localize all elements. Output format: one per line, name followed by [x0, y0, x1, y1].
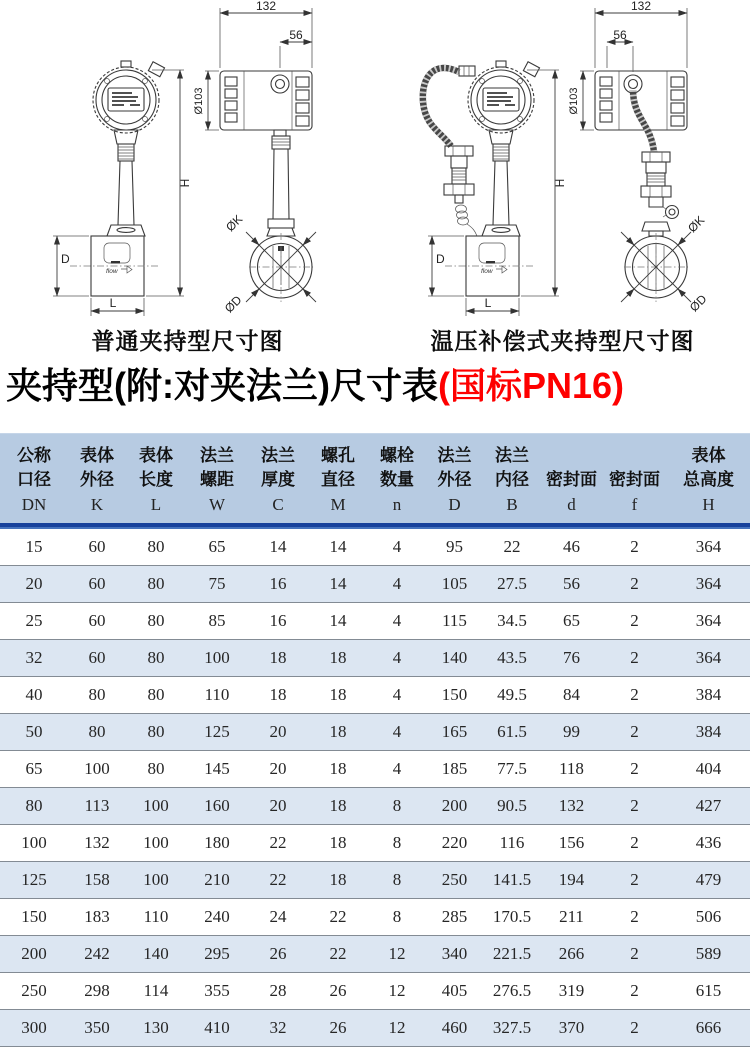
dim-gland-offset: 56	[289, 28, 303, 42]
col-header-line2: 长度	[139, 470, 173, 489]
table-cell: 194	[541, 862, 602, 899]
table-cell: 84	[541, 677, 602, 714]
table-row	[0, 862, 750, 899]
table-cell: 125	[0, 862, 68, 899]
front-view	[423, 61, 567, 316]
col-header-line2: 总高度	[683, 470, 734, 489]
table-cell: 115	[426, 603, 483, 640]
table-cell: 141.5	[483, 862, 541, 899]
drawing-captions	[0, 322, 750, 356]
table-cell: 14	[248, 527, 308, 566]
table-cell: 370	[541, 1010, 602, 1047]
table-cell: 24	[248, 899, 308, 936]
dim-housing-dia: Ø103	[568, 87, 580, 115]
table-cell: 170.5	[483, 899, 541, 936]
table-cell: 15	[0, 527, 68, 566]
table-cell: 60	[68, 527, 126, 566]
table-cell: 18	[308, 677, 368, 714]
col-header-line1: 法兰	[200, 446, 234, 465]
table-cell: 2	[602, 788, 667, 825]
col-header-symbol: d	[567, 495, 576, 514]
table-cell: 506	[667, 899, 750, 936]
table-cell: 28	[248, 973, 308, 1010]
caption-compensated-clamp: 温压补偿式夹持型尺寸图	[430, 327, 695, 354]
col-header-line1: 表体	[139, 446, 173, 465]
table-cell: 132	[68, 825, 126, 862]
col-header-line1: 法兰	[495, 446, 529, 465]
table-cell: 26	[248, 936, 308, 973]
table-cell: 200	[0, 936, 68, 973]
table-cell: 145	[186, 751, 248, 788]
table-cell: 16	[248, 603, 308, 640]
table-cell: 4	[368, 566, 426, 603]
table-cell: 43.5	[483, 640, 541, 677]
col-header-symbol: K	[90, 495, 104, 514]
col-header-line2: 密封面	[546, 470, 597, 489]
hose-fitting	[459, 66, 475, 76]
table-cell: 80	[126, 527, 186, 566]
col-header-symbol: M	[330, 495, 346, 514]
header-row	[0, 433, 750, 527]
table-cell: 2	[602, 825, 667, 862]
table-cell: 18	[308, 640, 368, 677]
eyelet	[666, 206, 679, 219]
table-row	[0, 603, 750, 640]
col-header-line2: 外径	[80, 470, 114, 489]
table-cell: 100	[186, 640, 248, 677]
dimension-table	[0, 433, 750, 1047]
side-view	[193, 0, 316, 315]
col-header-symbol: H	[702, 495, 715, 514]
dim-bore-dia: ØD	[686, 291, 710, 315]
col-header-symbol: B	[506, 495, 518, 514]
table-row	[0, 1010, 750, 1047]
col-header-symbol: DN	[21, 495, 47, 514]
table-cell: 350	[68, 1010, 126, 1047]
table-cell: 80	[126, 640, 186, 677]
table-cell: 2	[602, 1010, 667, 1047]
technical-drawings	[0, 0, 750, 322]
drawing-ordinary-clamp	[0, 0, 375, 322]
table-cell: 80	[126, 714, 186, 751]
table-cell: 200	[426, 788, 483, 825]
col-header-line1: 法兰	[261, 446, 295, 465]
table-cell: 295	[186, 936, 248, 973]
col-header-symbol: n	[392, 495, 402, 514]
col-header-H	[667, 433, 750, 527]
col-header-line2: 外径	[437, 470, 472, 489]
table-cell: 80	[126, 677, 186, 714]
table-cell: 240	[186, 899, 248, 936]
ordinary-clamp-drawing	[0, 0, 375, 322]
display-window	[108, 88, 144, 111]
table-cell: 56	[541, 566, 602, 603]
table-cell: 26	[308, 973, 368, 1010]
table-row	[0, 677, 750, 714]
col-header-line2: 直径	[321, 470, 355, 489]
table-cell: 80	[126, 603, 186, 640]
table-row	[0, 527, 750, 566]
table-cell: 160	[186, 788, 248, 825]
col-header-symbol: L	[150, 495, 162, 514]
table-cell: 2	[602, 899, 667, 936]
table-cell: 340	[426, 936, 483, 973]
col-header-f	[602, 433, 667, 527]
table-cell: 8	[368, 788, 426, 825]
display-window	[483, 88, 519, 111]
table-cell: 8	[368, 899, 426, 936]
table-cell: 4	[368, 751, 426, 788]
table-cell: 615	[667, 973, 750, 1010]
table-cell: 130	[126, 1010, 186, 1047]
col-header-K	[68, 433, 126, 527]
col-header-line2: 口径	[17, 470, 51, 489]
col-header-line1: 表体	[80, 446, 114, 465]
table-row	[0, 714, 750, 751]
table-cell: 100	[126, 862, 186, 899]
dim-body-height: D	[436, 252, 445, 266]
table-cell: 4	[368, 677, 426, 714]
table-cell: 298	[68, 973, 126, 1010]
table-cell: 211	[541, 899, 602, 936]
dim-housing-width: 132	[630, 0, 652, 13]
table-cell: 410	[186, 1010, 248, 1047]
col-header-line2: 厚度	[261, 470, 295, 489]
table-cell: 158	[68, 862, 126, 899]
table-cell: 2	[602, 936, 667, 973]
dim-flange-outer-dia: ØK	[223, 212, 246, 235]
col-header-line1: 法兰	[437, 446, 472, 465]
table-cell: 40	[0, 677, 68, 714]
dim-total-height: H	[553, 178, 567, 188]
table-cell: 150	[0, 899, 68, 936]
table-cell: 220	[426, 825, 483, 862]
table-cell: 4	[368, 603, 426, 640]
table-cell: 20	[248, 714, 308, 751]
table-cell: 85	[186, 603, 248, 640]
front-view	[53, 61, 192, 316]
table-cell: 14	[308, 566, 368, 603]
col-header-line2: 内径	[495, 470, 529, 489]
cable-entry	[148, 62, 164, 77]
col-header-B	[483, 433, 541, 527]
col-header-C	[248, 433, 308, 527]
table-cell: 4	[368, 527, 426, 566]
cable-entry	[523, 62, 539, 77]
dim-body-length: L	[484, 296, 492, 310]
pressure-sensor-assembly	[444, 146, 477, 236]
gland	[271, 75, 289, 93]
table-cell: 61.5	[483, 714, 541, 751]
table-cell: 22	[308, 899, 368, 936]
table-cell: 65	[541, 603, 602, 640]
col-header-symbol: W	[208, 495, 226, 514]
table-cell: 18	[308, 825, 368, 862]
table-cell: 60	[68, 640, 126, 677]
table-cell: 460	[426, 1010, 483, 1047]
table-cell: 116	[483, 825, 541, 862]
table-cell: 26	[308, 1010, 368, 1047]
table-cell: 60	[68, 566, 126, 603]
table-cell: 242	[68, 936, 126, 973]
table-cell: 80	[0, 788, 68, 825]
flow-label: flow	[106, 268, 118, 275]
table-cell: 300	[0, 1010, 68, 1047]
table-cell: 8	[368, 825, 426, 862]
col-header-W	[186, 433, 248, 527]
table-cell: 2	[602, 640, 667, 677]
title-main: 夹持型(附:对夹法兰)尺寸表	[6, 365, 438, 406]
table-cell: 384	[667, 714, 750, 751]
table-cell: 140	[426, 640, 483, 677]
table-cell: 50	[0, 714, 68, 751]
table-cell: 100	[126, 825, 186, 862]
table-cell: 364	[667, 566, 750, 603]
table-cell: 46	[541, 527, 602, 566]
table-cell: 14	[308, 603, 368, 640]
table-cell: 100	[68, 751, 126, 788]
table-cell: 2	[602, 751, 667, 788]
table-cell: 12	[368, 973, 426, 1010]
table-cell: 132	[541, 788, 602, 825]
dim-bore-dia: ØD	[221, 292, 245, 316]
table-row	[0, 825, 750, 862]
table-cell: 364	[667, 603, 750, 640]
table-cell: 75	[186, 566, 248, 603]
table-cell: 165	[426, 714, 483, 751]
table-cell: 113	[68, 788, 126, 825]
table-cell: 20	[0, 566, 68, 603]
table-cell: 80	[126, 566, 186, 603]
table-cell: 12	[368, 936, 426, 973]
table-cell: 12	[368, 1010, 426, 1047]
col-header-n	[368, 433, 426, 527]
table-row	[0, 788, 750, 825]
table-cell: 32	[248, 1010, 308, 1047]
table-cell: 221.5	[483, 936, 541, 973]
table-cell: 8	[368, 862, 426, 899]
table-cell: 77.5	[483, 751, 541, 788]
table-cell: 100	[126, 788, 186, 825]
table-cell: 436	[667, 825, 750, 862]
table-cell: 110	[186, 677, 248, 714]
table-cell: 80	[68, 677, 126, 714]
table-cell: 22	[248, 862, 308, 899]
table-cell: 4	[368, 640, 426, 677]
table-cell: 404	[667, 751, 750, 788]
col-header-symbol: f	[631, 495, 638, 514]
table-cell: 2	[602, 603, 667, 640]
table-cell: 25	[0, 603, 68, 640]
table-cell: 140	[126, 936, 186, 973]
table-cell: 65	[0, 751, 68, 788]
table-cell: 250	[426, 862, 483, 899]
table-cell: 666	[667, 1010, 750, 1047]
table-cell: 2	[602, 862, 667, 899]
table-cell: 65	[186, 527, 248, 566]
dim-gland-offset: 56	[613, 28, 627, 42]
table-cell: 266	[541, 936, 602, 973]
col-header-symbol: C	[272, 495, 284, 514]
title-standard-pn16: (国标PN16)	[437, 365, 624, 406]
col-header-M	[308, 433, 368, 527]
dimension-table-header	[0, 433, 750, 527]
table-cell: 110	[126, 899, 186, 936]
table-cell: 80	[126, 751, 186, 788]
table-row	[0, 973, 750, 1010]
table-cell: 90.5	[483, 788, 541, 825]
table-cell: 22	[248, 825, 308, 862]
table-cell: 355	[186, 973, 248, 1010]
table-cell: 384	[667, 677, 750, 714]
table-cell: 18	[308, 751, 368, 788]
table-cell: 34.5	[483, 603, 541, 640]
table-row	[0, 936, 750, 973]
table-cell: 319	[541, 973, 602, 1010]
table-cell: 76	[541, 640, 602, 677]
table-row	[0, 751, 750, 788]
table-cell: 118	[541, 751, 602, 788]
table-cell: 156	[541, 825, 602, 862]
compensation-fittings	[641, 152, 679, 219]
compensated-clamp-drawing	[375, 0, 750, 322]
col-header-line1: 公称	[17, 446, 51, 465]
col-header-line1: 表体	[691, 446, 726, 465]
col-header-line1: 螺栓	[380, 446, 414, 465]
table-row	[0, 566, 750, 603]
flow-label: flow	[481, 268, 493, 275]
table-cell: 105	[426, 566, 483, 603]
col-header-symbol: D	[448, 495, 461, 514]
table-cell: 27.5	[483, 566, 541, 603]
table-cell: 2	[602, 566, 667, 603]
dimension-table-body	[0, 527, 750, 1047]
table-cell: 2	[602, 714, 667, 751]
table-cell: 427	[667, 788, 750, 825]
dim-housing-width: 132	[255, 0, 277, 13]
table-cell: 14	[308, 527, 368, 566]
table-cell: 125	[186, 714, 248, 751]
dim-flange-outer-dia: ØK	[685, 213, 708, 236]
table-cell: 2	[602, 677, 667, 714]
dim-total-height: H	[178, 178, 192, 188]
col-header-line1: 螺孔	[321, 446, 355, 465]
dim-housing-dia: Ø103	[193, 87, 205, 115]
col-header-D	[426, 433, 483, 527]
table-cell: 22	[483, 527, 541, 566]
table-cell: 60	[68, 603, 126, 640]
table-cell: 250	[0, 973, 68, 1010]
col-header-L	[126, 433, 186, 527]
drawing-compensated-clamp	[375, 0, 750, 322]
table-cell: 210	[186, 862, 248, 899]
table-cell: 479	[667, 862, 750, 899]
col-header-line2: 数量	[380, 470, 414, 489]
table-cell: 185	[426, 751, 483, 788]
table-cell: 80	[68, 714, 126, 751]
table-cell: 285	[426, 899, 483, 936]
table-cell: 364	[667, 640, 750, 677]
dim-body-height: D	[61, 252, 70, 266]
table-cell: 22	[308, 936, 368, 973]
caption-ordinary-clamp: 普通夹持型尺寸图	[91, 327, 284, 354]
table-cell: 16	[248, 566, 308, 603]
col-header-line2: 螺距	[200, 470, 234, 489]
table-row	[0, 640, 750, 677]
col-header-line2: 密封面	[609, 470, 660, 489]
dim-body-length: L	[109, 296, 117, 310]
table-cell: 276.5	[483, 973, 541, 1010]
table-cell: 95	[426, 527, 483, 566]
table-cell: 20	[248, 751, 308, 788]
table-cell: 2	[602, 973, 667, 1010]
table-cell: 18	[248, 640, 308, 677]
col-header-d	[541, 433, 602, 527]
table-cell: 18	[308, 862, 368, 899]
table-cell: 18	[308, 714, 368, 751]
table-cell: 364	[667, 527, 750, 566]
table-cell: 32	[0, 640, 68, 677]
table-cell: 405	[426, 973, 483, 1010]
page-title	[6, 362, 750, 410]
col-header-DN	[0, 433, 68, 527]
table-cell: 4	[368, 714, 426, 751]
table-cell: 150	[426, 677, 483, 714]
table-cell: 18	[248, 677, 308, 714]
table-cell: 327.5	[483, 1010, 541, 1047]
table-cell: 100	[0, 825, 68, 862]
table-cell: 180	[186, 825, 248, 862]
table-cell: 183	[68, 899, 126, 936]
table-cell: 18	[308, 788, 368, 825]
table-cell: 20	[248, 788, 308, 825]
table-row	[0, 899, 750, 936]
table-cell: 99	[541, 714, 602, 751]
side-view	[568, 0, 710, 314]
table-cell: 114	[126, 973, 186, 1010]
table-cell: 589	[667, 936, 750, 973]
table-cell: 49.5	[483, 677, 541, 714]
table-cell: 2	[602, 527, 667, 566]
